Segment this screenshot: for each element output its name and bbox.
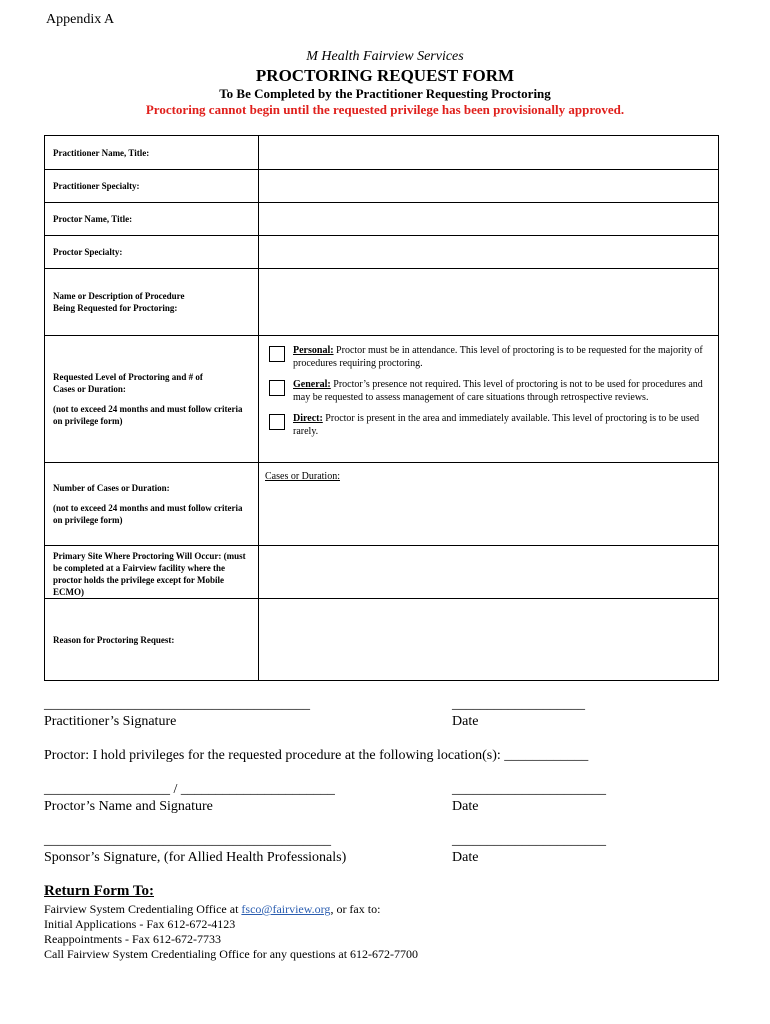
personal-checkbox[interactable] [269,346,285,362]
organization-name: M Health Fairview Services [306,49,464,64]
level-label [45,336,259,463]
return-heading: Return Form To: [44,883,154,899]
procedure-label-line1: Name or Description of Procedure [53,291,185,301]
general-checkbox[interactable] [269,380,285,396]
level-label-line1: Requested Level of Proctoring and # of [53,372,203,382]
reason-label: Reason for Proctoring Request: [45,599,259,681]
proctor-name-field[interactable] [259,203,719,236]
procedure-label [45,269,259,336]
general-option-text: Proctor’s presence not required. This level of proctoring is not to be used for procedures and may be requested to assess management of care situations through retrospective reviews. [293,379,703,403]
practitioner-specialty-field[interactable] [259,170,719,203]
level-label-line2: Cases or Duration: [53,384,126,394]
direct-checkbox[interactable] [269,414,285,430]
date-line-3[interactable]: ______________________ [452,833,606,848]
date-label-2: Date [452,799,479,814]
page-title: PROCTORING REQUEST FORM [255,66,515,85]
email-link[interactable]: fsco@fairview.org [241,902,331,916]
warning-notice: Proctoring cannot begin until the requested privilege has been provisionally approved. [145,102,625,117]
proctor-specialty-label: Proctor Specialty: [45,236,259,269]
date-label-3: Date [452,850,479,865]
practitioner-signature-line[interactable]: ______________________________________ [44,697,310,712]
practitioner-name-label: Practitioner Name, Title: [45,136,259,170]
cases-field[interactable] [259,463,719,546]
practitioner-signature-label: Practitioner’s Signature [44,714,177,729]
date-line-2[interactable]: ______________________ [452,782,606,797]
return-line-2: Initial Applications - Fax 612-672-4123 [44,917,236,931]
procedure-field[interactable] [259,269,719,336]
reason-field[interactable] [259,599,719,681]
cases-heading: Cases or Duration: [265,471,340,482]
return-line-1-prefix: Fairview System Credentialing Office at [44,902,242,916]
form-subtitle: To Be Completed by the Practitioner Requesting Proctoring [219,86,551,101]
site-field[interactable] [259,546,719,599]
proctor-signature-line[interactable]: __________________ / ______________________ [44,782,335,797]
cases-label: Number of Cases or Duration: [53,483,170,493]
cases-label-cell [45,463,259,546]
return-line-3: Reappointments - Fax 612-672-7733 [44,932,221,946]
direct-option-text: Proctor is present in the area and immediately available. This level of proctoring is to be used rarely. [293,413,700,437]
general-option-label: General: [293,379,331,390]
personal-option-label: Personal: [293,345,334,356]
return-line-1 [44,902,380,917]
site-label: Primary Site Where Proctoring Will Occur: (must be completed at a Fairview facility where the proctor holds the privilege except for Mobile ECMO) [45,546,259,599]
date-label-1: Date [452,714,479,729]
option-general [259,378,718,404]
return-line-1-suffix: , or fax to: [330,902,381,916]
proctor-signature-label: Proctor’s Name and Signature [44,799,213,814]
practitioner-specialty-label: Practitioner Specialty: [45,170,259,203]
option-direct [259,412,718,438]
return-line-4: Call Fairview System Credentialing Office for any questions at 612-672-7700 [44,947,419,961]
option-personal [259,344,718,370]
direct-option-label: Direct: [293,413,323,424]
appendix-label: Appendix A [46,12,115,27]
proctor-statement: Proctor: I hold privileges for the requested procedure at the following location(s): ____________ [44,748,589,763]
proctor-specialty-field[interactable] [259,236,719,269]
personal-option-text: Proctor must be in attendance. This level of proctoring is to be requested for the majority of procedures requiring proctoring. [293,345,703,369]
cases-note: (not to exceed 24 months and must follow criteria on privilege form) [53,503,243,525]
level-note: (not to exceed 24 months and must follow criteria on privilege form) [53,404,243,426]
request-form-table [44,135,719,681]
sponsor-signature-label: Sponsor’s Signature, (for Allied Health Professionals) [44,850,347,865]
level-options [259,336,719,463]
sponsor-signature-line[interactable]: _________________________________________ [44,833,331,848]
date-line-1[interactable]: ___________________ [452,697,585,712]
practitioner-name-field[interactable] [259,136,719,170]
proctor-name-label: Proctor Name, Title: [45,203,259,236]
procedure-label-line2: Being Requested for Proctoring: [53,303,178,313]
